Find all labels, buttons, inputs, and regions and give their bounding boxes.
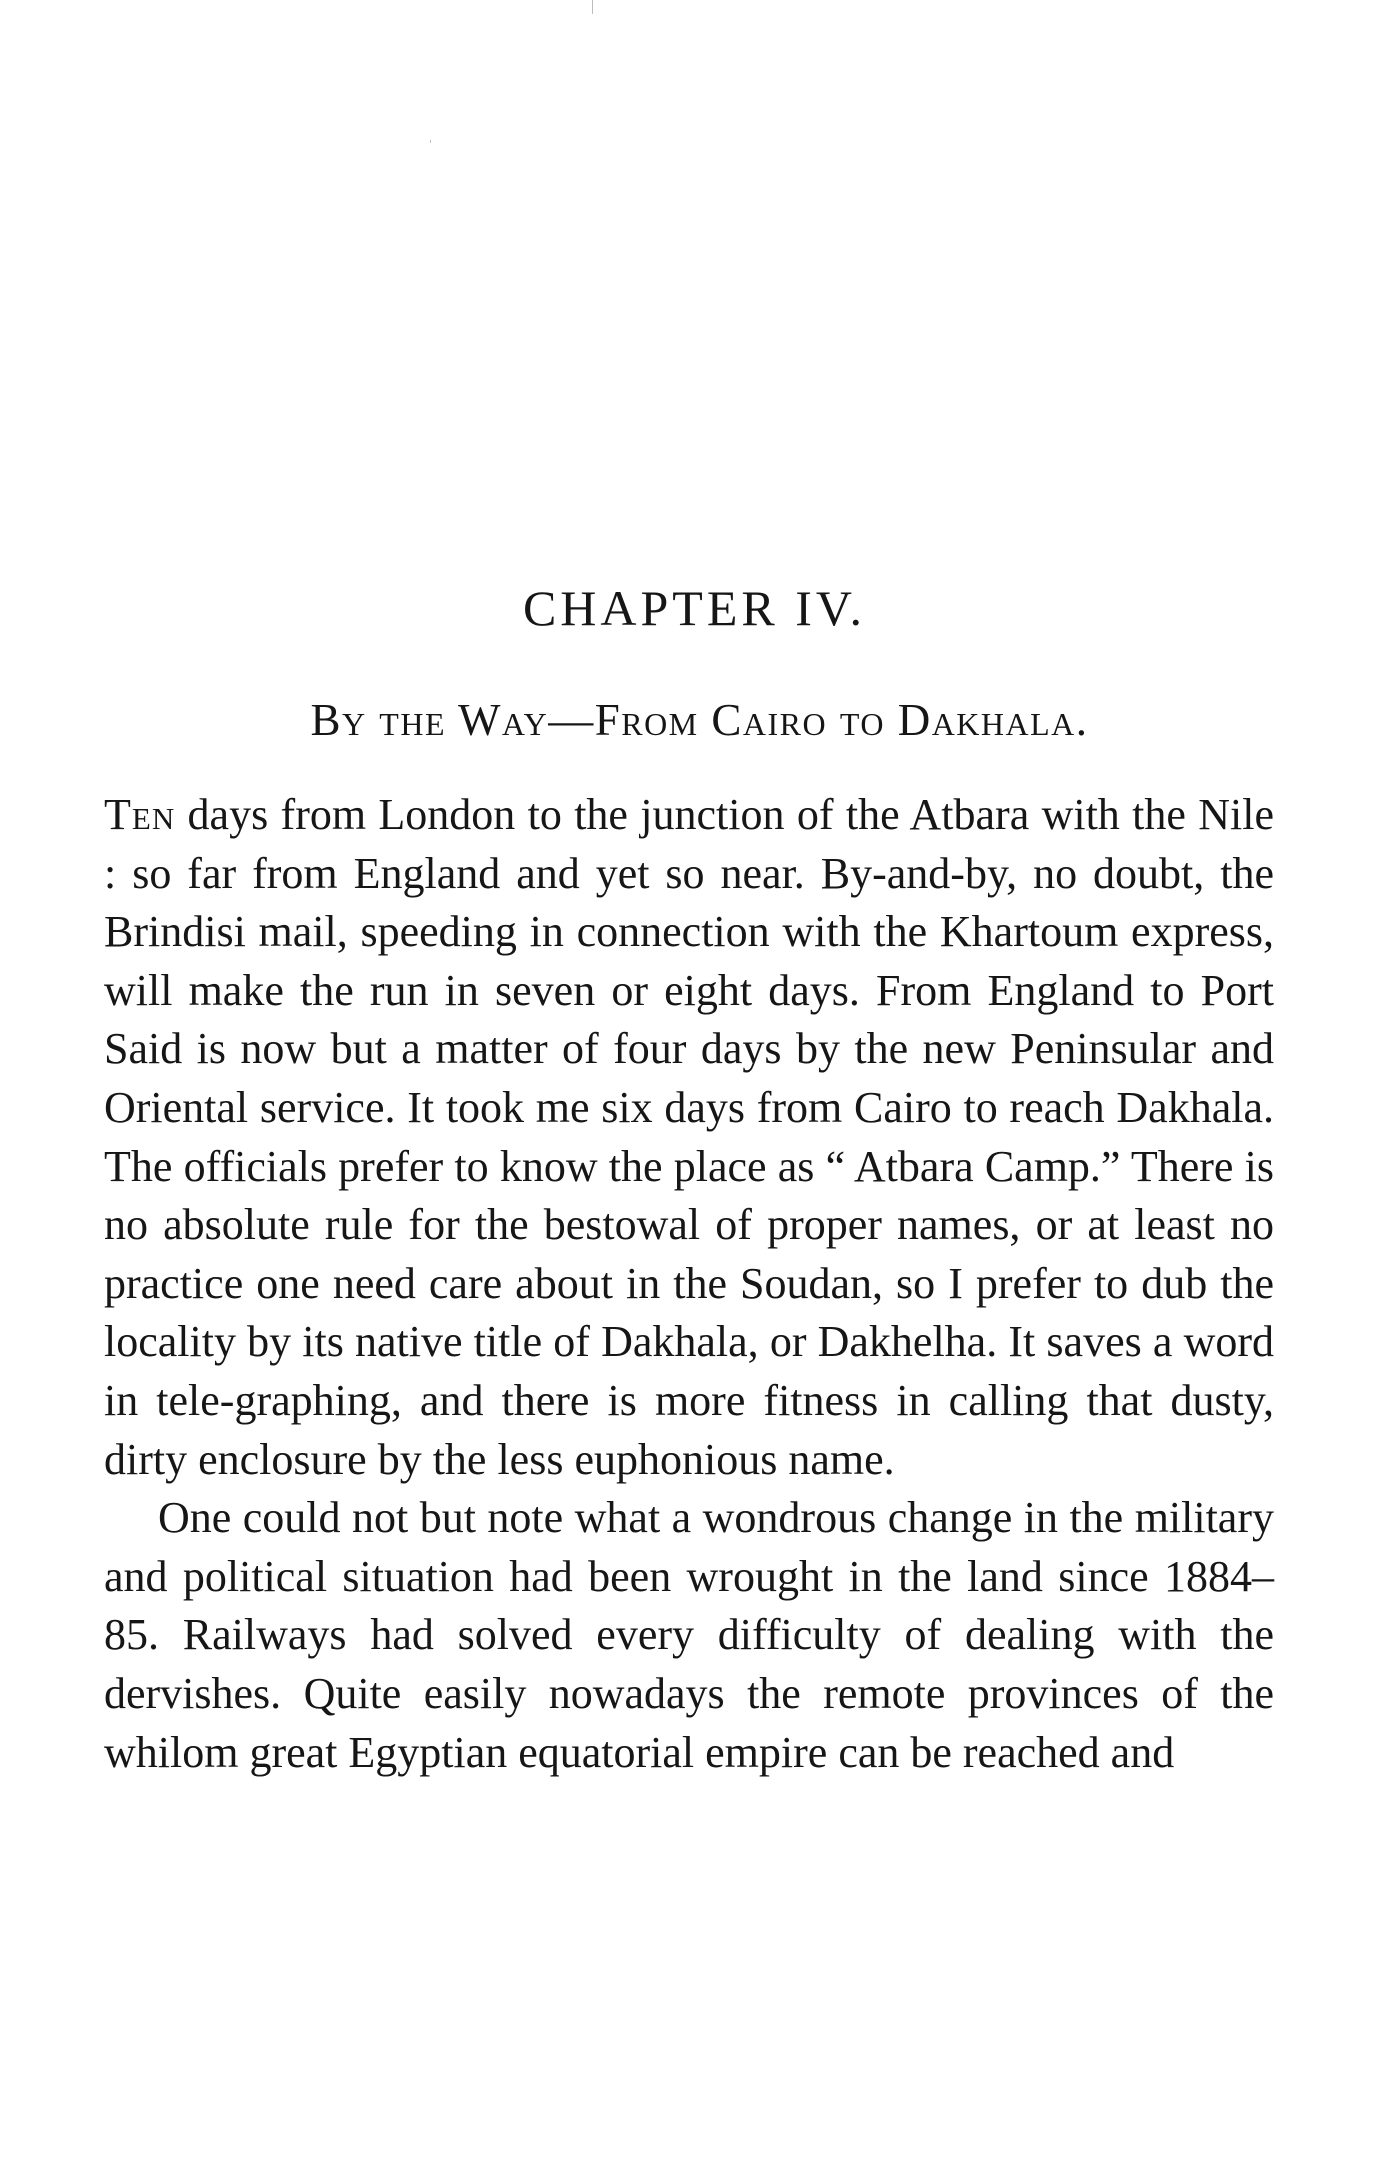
paragraph-2 <box>104 1489 1274 1782</box>
paragraph-1 <box>104 786 1274 1489</box>
paragraph-1-text: days from London to the junction of the Atbara with the Nile : so far from England and yet so near. By-and-by, no doubt, the Brindisi mail, speeding in connection with the Khartoum express, will make the run in seven or eight days. From England to Port Said is now but a matter of four days by the new Peninsular and Oriental service. It took me six days from Cairo to reach Dakhala. The officials prefer to know the place as “ Atbara Camp.” There is no absolute rule for the bestowal of proper names, or at least no practice one need care about in the Soudan, so I prefer to dub the locality by its native title of Dakhala, or Dakhelha. It saves a word in tele-graphing, and there is more fitness in calling that dusty, dirty enclosure by the less euphonious name. <box>104 790 1274 1484</box>
paragraph-2-text: One could not but note what a wondrous change in the military and political situation had been wrought in the land since 1884–85. Railways had solved every difficulty of dealing with the dervishes. Quite easily nowadays the remote provinces of the whilom great Egyptian equatorial empire can be reached and <box>104 1493 1274 1777</box>
chapter-title: CHAPTER IV. <box>522 580 867 636</box>
scan-mark <box>592 0 593 14</box>
paragraph-lead-word: Ten <box>104 790 176 839</box>
chapter-subtitle: By the Way—From Cairo to Dakhala. <box>310 695 1089 745</box>
chapter-body <box>104 786 1274 1782</box>
scan-speck <box>430 140 431 143</box>
